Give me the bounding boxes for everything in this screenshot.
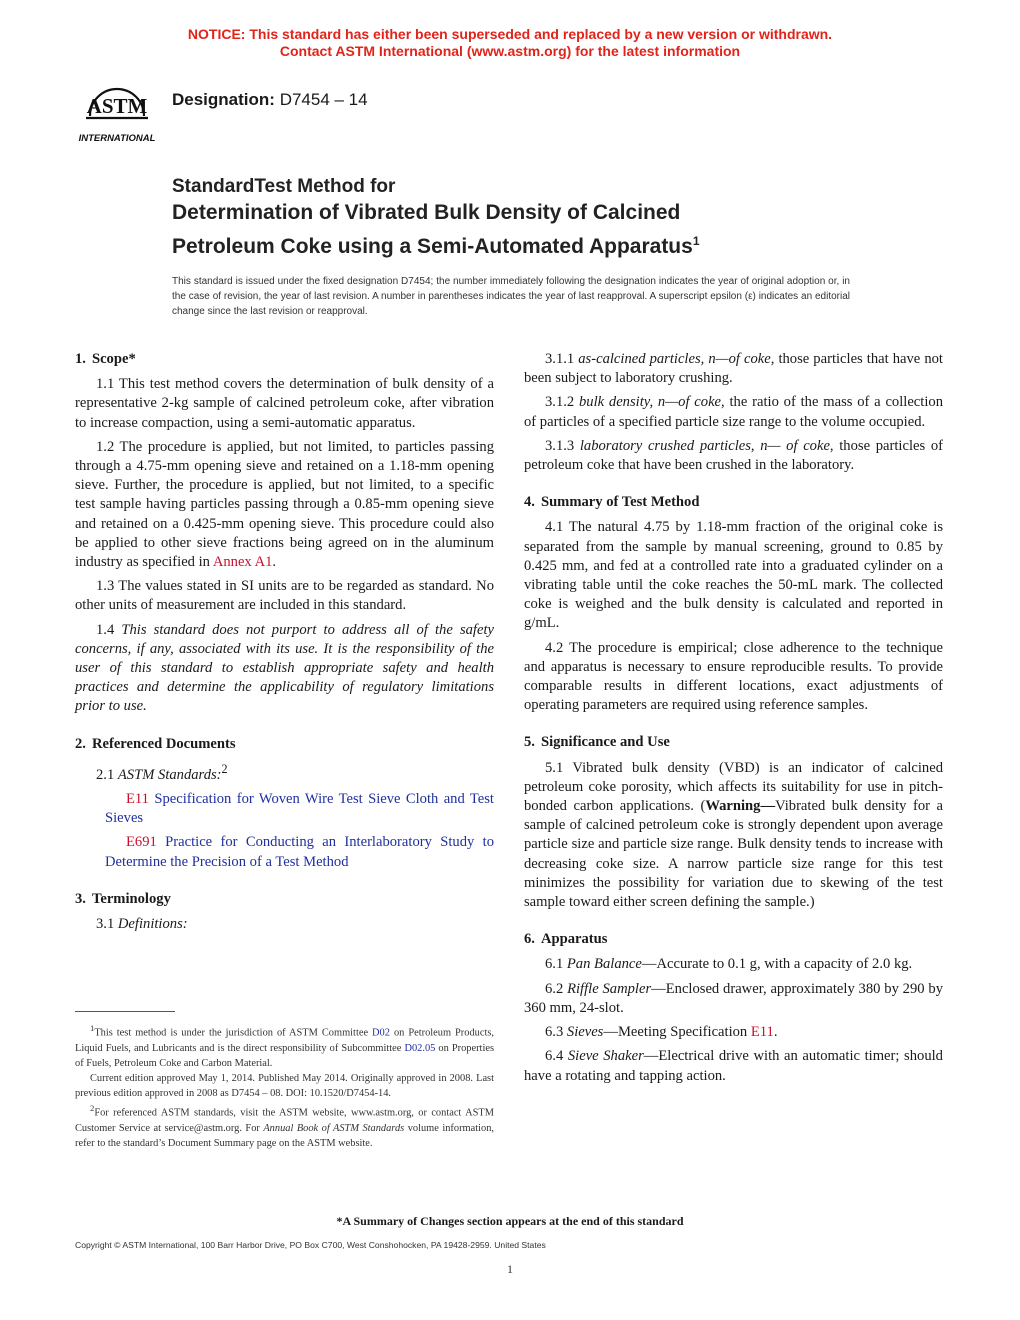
section-terminology — [75, 890, 494, 934]
section-heading: 6. Apparatus — [524, 931, 608, 948]
section-apparatus — [524, 930, 943, 1085]
title-footnote-mark: 1 — [692, 234, 700, 248]
page-number: 1 — [507, 1262, 513, 1276]
section-significance — [524, 733, 943, 912]
paragraph-1-2: 1.2 The procedure is applied, but not limited, to particles passing through a 4.75-mm opening sieve and retained on a 1.18-mm opening sieve. Further, the procedure is applied, but not limited, to a specific test sample having particles passing through a 0.85-mm opening sieve and retained on a 0.425-mm opening sieve. This procedure could also be applied to other sieve fractions being agreed on in the aluminum industry as specified in Annex A1. — [75, 438, 494, 571]
section-heading: 5. Significance and Use — [524, 734, 670, 751]
section-heading: 1. Scope* — [75, 351, 136, 367]
section-heading: 4. Summary of Test Method — [524, 494, 700, 511]
footnote-2: $^2$For referenced ASTM standards, visit the ASTM website, www.astm.org, or contact ASTM Customer Service at service@astm.org. For Annual Book of ASTM Standards volume information, refer to the standard’s Document Summary page on the ASTM website. — [75, 1102, 494, 1149]
paragraph-3-1-1: 3.1.1 as-calcined particles, n—of coke, those particles that have not been subject to laboratory crushing. — [524, 351, 943, 387]
footnote-rule — [75, 1011, 175, 1012]
notice-line-2: Contact ASTM International (www.astm.org) for the latest information — [279, 43, 741, 59]
designation-code: D7454 – 14 — [279, 90, 368, 109]
section-summary — [524, 493, 943, 715]
paragraph-1-4: 1.4 This standard does not purport to address all of the safety concerns, if any, associated with its use. It is the responsibility of the user of this standard to establish appropriate safety and health practices and determine the applicability of regulatory limitations prior to use. — [75, 621, 494, 715]
designation — [172, 90, 368, 110]
copyright-line: Copyright © ASTM International, 100 Barr Harbor Drive, PO Box C700, West Conshohocken, PA 19428-2959. United States — [75, 1240, 546, 1250]
paragraph-1-3: 1.3 The values stated in SI units are to be regarded as standard. No other units of measurement are included in this standard. — [75, 578, 494, 614]
reference-e691[interactable]: E691 Practice for Conducting an Interlaboratory Study to Determine the Precision of a Test Method — [105, 834, 494, 870]
annex-link[interactable]: Annex A1 — [212, 554, 273, 571]
paragraph-2-1: 2.1 ASTM Standards:$^2$ — [96, 761, 228, 783]
footnote-1: $^1$This test method is under the jurisdiction of ASTM Committee D02 on Petroleum Products, Liquid Fuels, and Lubricants and is the direct responsibility of Subcommittee D02.05 on Properties of Fuels, Petroleum Coke and Carbon Material. — [75, 1023, 494, 1069]
committee-link[interactable]: D02 — [372, 1027, 390, 1039]
section-scope — [75, 350, 494, 717]
paragraph-6-3: 6.3 Sieves—Meeting Specification E11. — [545, 1024, 778, 1041]
section-heading: 3. Terminology — [75, 890, 171, 907]
subcommittee-link[interactable]: D02.05 — [404, 1042, 436, 1054]
title-line-1: StandardTest Method for — [172, 176, 396, 197]
title-line-3-text: Petroleum Coke using a Semi-Automated Apparatus — [172, 235, 693, 258]
paragraph-6-1: 6.1 Pan Balance—Accurate to 0.1 g, with a capacity of 2.0 kg. — [545, 956, 913, 973]
logo-letters: ASTM — [86, 94, 148, 118]
logo-subtitle: INTERNATIONAL — [78, 133, 156, 144]
designation-label: Designation: — [172, 90, 275, 109]
paragraph-6-4: 6.4 Sieve Shaker—Electrical drive with an automatic timer; should have a rotating and tapping action. — [524, 1048, 943, 1084]
footnote-1-edition: Current edition approved May 1, 2014. Published May 2014. Originally approved in 2008. Last previous edition approved in 2008 as D7454 – 08. DOI: 10.1520/D7454-14. — [75, 1072, 494, 1099]
summary-of-changes-note: *A Summary of Changes section appears at the end of this standard — [336, 1214, 684, 1228]
paragraph-4-1: 4.1 The natural 4.75 by 1.18-mm fraction of the original coke is separated from the sample by manual screening, ground to 0.85 by 0.425 mm, and fed at a controlled rate into a graduated cylinder on a vibrating table until the coke reaches the 50-mL mark. The collected coke is weighed and the bulk density is calculated and reported in g/mL. — [524, 519, 943, 632]
astm-logo — [72, 76, 162, 146]
withdrawal-notice — [0, 26, 1020, 60]
section-heading: 2. Referenced Documents — [75, 735, 236, 752]
section-terminology-continued — [524, 350, 943, 475]
title-line-3 — [172, 227, 872, 261]
document-title — [172, 175, 872, 261]
paragraph-4-2: 4.2 The procedure is empirical; close adherence to the technique and apparatus is necessary to ensure reproducible results. To provide comparable results in different locations, exact adjustments of operating parameters are required using reference samples. — [524, 639, 943, 714]
right-column — [524, 350, 943, 1091]
paragraph-5-1: 5.1 Vibrated bulk density (VBD) is an indicator of calcined petroleum coke porosity, which affects its suitability for use in pitch-bonded carbon applications. (Warning—Vibrated bulk density for a sample of calcined petroleum coke is strongly dependent upon average particle size and particle size range. Bulk density tends to increase with decreasing coke size. A narrow particle size range for this test minimizes the possibility for variation due to skewing of the test sample toward either screen defining the sample.) — [524, 759, 943, 911]
reference-e11[interactable]: E11 Specification for Woven Wire Test Sieve Cloth and Test Sieves — [105, 790, 494, 827]
footnotes — [75, 1021, 494, 1151]
paragraph-3-1-2: 3.1.2 bulk density, n—of coke, the ratio of the mass of a collection of particles of a specified particle size range to the volume occupied. — [524, 394, 943, 430]
notice-line-1: NOTICE: This standard has either been superseded and replaced by a new version or withdrawn. — [187, 26, 833, 42]
e11-link[interactable]: E11 — [750, 1024, 774, 1041]
section-referenced-documents — [75, 735, 494, 872]
paragraph-3-1: 3.1 Definitions: — [96, 915, 188, 932]
paragraph-1-1: 1.1 This test method covers the determination of bulk density of a representative 2-kg sample of calcined petroleum coke, after vibration to increase compaction, using a semi-automatic apparatus. — [75, 376, 494, 431]
title-line-2: Determination of Vibrated Bulk Density of Calcined — [172, 201, 681, 224]
left-column — [75, 350, 494, 939]
paragraph-6-2: 6.2 Riffle Sampler—Enclosed drawer, approximately 380 by 290 by 360 mm, 24-slot. — [524, 980, 943, 1016]
issued-note: This standard is issued under the fixed designation D7454; the number immediately following the designation indicates the year of original adoption or, in the case of revision, the year of last revision. A number in parentheses indicates the year of last reapproval. A superscript epsilon (ε) indicates an editorial change since the last revision or reapproval. — [172, 276, 850, 318]
paragraph-3-1-3: 3.1.3 laboratory crushed particles, n— of coke, those particles of petroleum coke that have been crushed in the laboratory. — [524, 437, 943, 474]
